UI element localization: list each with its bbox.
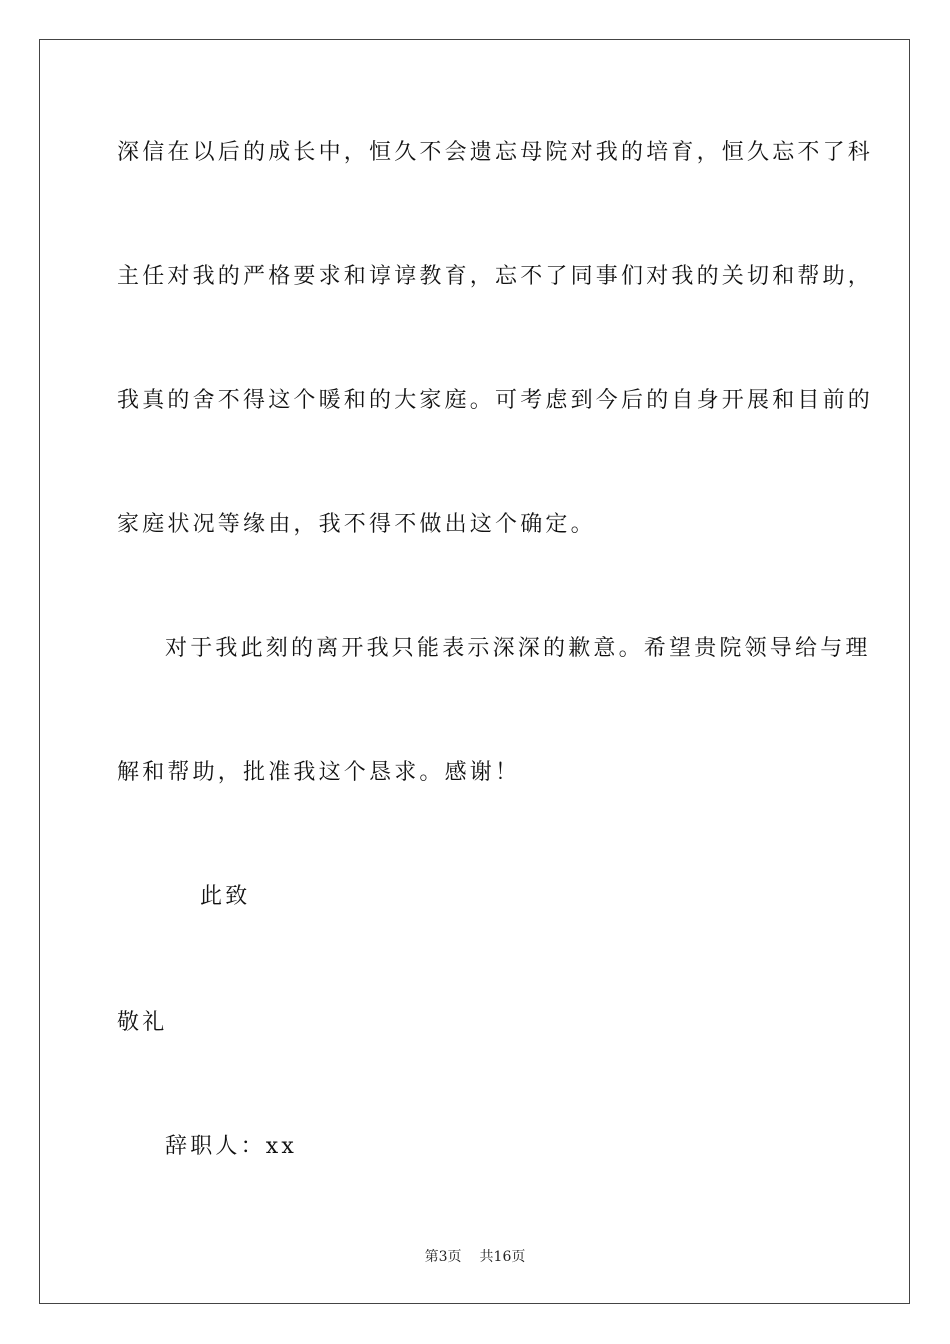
body-line-5: 对于我此刻的离开我只能表示深深的歉意。希望贵院领导给与理 [165,636,871,661]
closing-regards: 敬礼 [117,1010,168,1035]
page-number: 第3页 [424,1249,462,1265]
signature-line: 辞职人：xx [165,1134,298,1159]
body-line-6: 解和帮助，批准我这个恳求。感谢！ [117,760,521,785]
closing-salutation: 此致 [200,884,251,909]
body-line-4: 家庭状况等缘由，我不得不做出这个确定。 [117,512,596,537]
page-frame [39,39,910,1304]
body-line-3: 我真的舍不得这个暖和的大家庭。可考虑到今后的自身开展和目前的 [117,388,874,413]
page-footer [0,1248,950,1266]
page-total: 共16页 [479,1249,526,1265]
body-line-1: 深信在以后的成长中，恒久不会遗忘母院对我的培育，恒久忘不了科 [117,140,874,165]
body-line-2: 主任对我的严格要求和谆谆教育，忘不了同事们对我的关切和帮助， [117,264,874,289]
